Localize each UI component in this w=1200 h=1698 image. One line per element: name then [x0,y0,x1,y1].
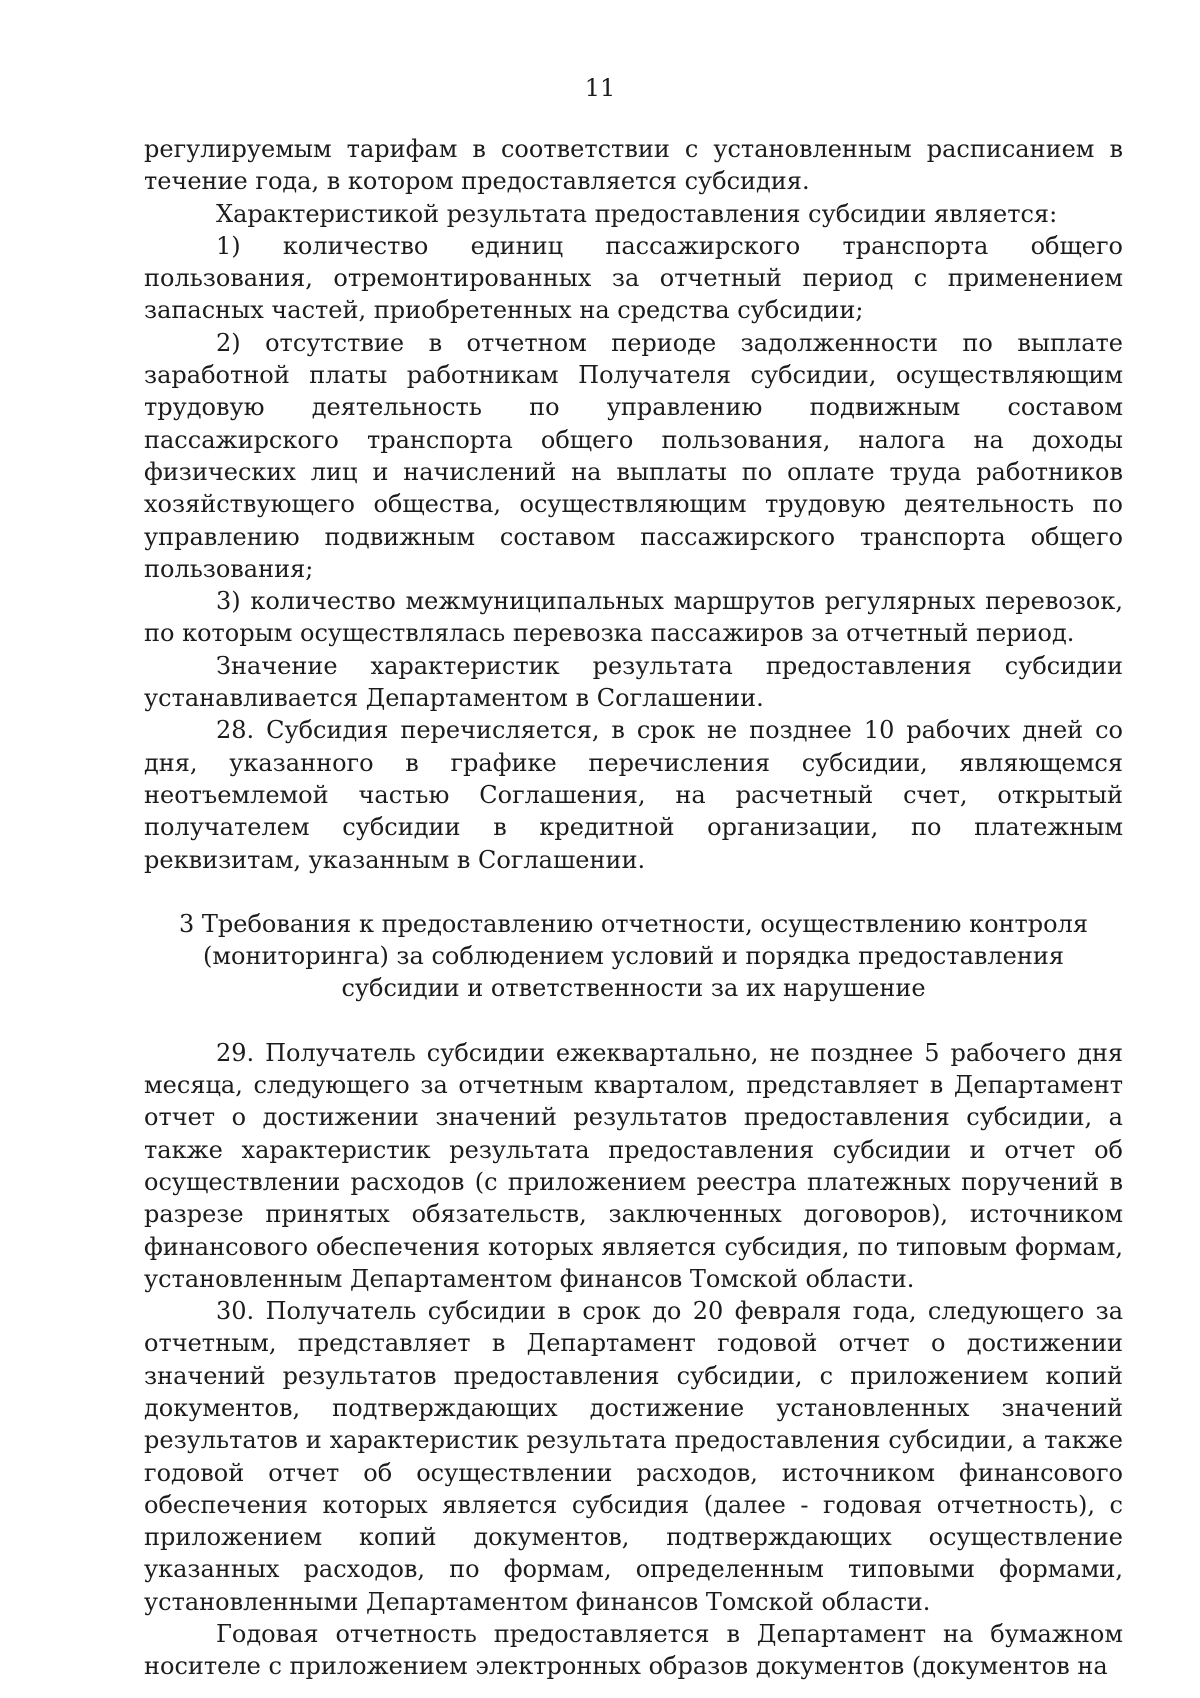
list-item-3: 3) количество межмуниципальных маршрутов регулярных перевозок, по которым осуществлялась перевозка пассажиров за отчетный период. [144,587,1123,648]
clause-29: 29. Получатель субсидии ежеквартально, не позднее 5 рабочего дня месяца, следующего за отчетным кварталом, представляет в Департамент отчет о достижении значений результатов предоставления субсидии, а также характеристик результата предоставления субсидии и отчет об осуществлении расходов (с приложением реестра платежных поручений в разрезе принятых обязательств, заключенных договоров), источником финансового обеспечения которых является субсидия, по типовым формам, установленным Департаментом финансов Томской области. [144,1038,1123,1293]
list-item-2: 2) отсутствие в отчетном периоде задолженности по выплате заработной платы работникам Получателя субсидии, осуществляющим трудовую деятельность по управлению подвижным составом пассажирского транспорта общего пользования, налога на доходы физических лиц и начислений на выплаты по оплате труда работников хозяйствующего общества, осуществляющим трудовую деятельность по управлению подвижным составом пассажирского транспорта общего пользования; [144,328,1123,583]
clause-28: 28. Субсидия перечисляется, в срок не позднее 10 рабочих дней со дня, указанного в графике перечисления субсидии, являющемся неотъемлемой частью Соглашения, на расчетный счет, открытый получателем субсидии в кредитной организации, по платежным реквизитам, указанным в Соглашении. [144,716,1123,874]
page-number: 11 [584,74,616,102]
paragraph-characteristic-values: Значение характеристик результата предоставления субсидии устанавливается Департаментом в Соглашении. [144,651,1123,713]
paragraph-result-characteristic-intro: Характеристикой результата предоставления субсидии является: [216,199,1058,228]
document-body [144,133,1123,1683]
paragraph-annual-reporting: Годовая отчетность предоставляется в Департамент на бумажном носителе с приложением электронных образов документов (документов на [144,1620,1123,1681]
paragraph-continuation: регулируемым тарифам в соответствии с установленным расписанием в течение года, в котором предоставляется субсидия. [144,135,1123,196]
clause-30: 30. Получатель субсидии в срок до 20 февраля года, следующего за отчетным, представляет в Департамент годовой отчет о достижении значений результатов предоставления субсидии, с приложением копий документов, подтверждающих достижение установленных значений результатов и характеристик результата предоставления субсидии, а также годовой отчет об осуществлении расходов, источником финансового обеспечения которых является субсидия (далее - годовая отчетность), с приложением копий документов, подтверждающих осуществление указанных расходов, по формам, определенным типовыми формами, установленными Департаментом финансов Томской области. [144,1297,1123,1616]
section-heading: 3 Требования к предоставлению отчетности, осуществлению контроля (мониторинга) за соблюдением условий и порядка предоставления субсидии и ответственности за их нарушение [178,909,1088,1003]
list-item-1: 1) количество единиц пассажирского транспорта общего пользования, отремонтированных за отчетный период с применением запасных частей, приобретенных на средства субсидии; [144,231,1123,325]
